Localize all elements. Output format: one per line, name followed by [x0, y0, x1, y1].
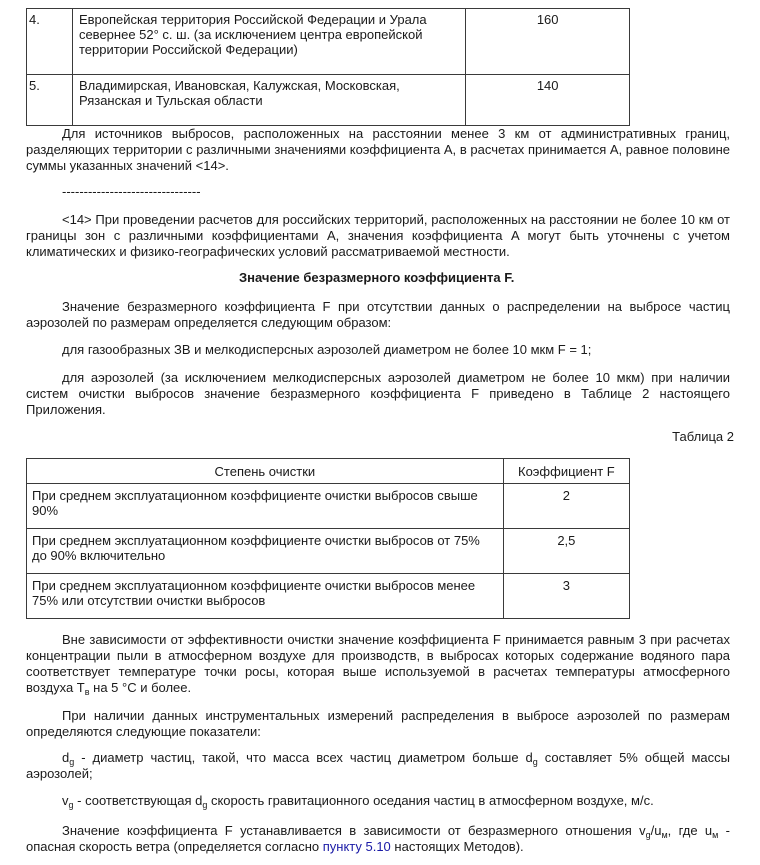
paragraph-text: - опасная скорость ветра (определяется согласно — [26, 823, 730, 854]
paragraph-dust — [26, 632, 730, 696]
paragraph-text: /u — [650, 823, 662, 838]
paragraph-text: Значение коэффициента F устанавливается в зависимости от безразмерного отношения v — [62, 823, 646, 838]
definition-text: составляет 5% общей массы аэрозолей; — [26, 750, 730, 781]
row-number: 4. — [27, 9, 73, 75]
paragraph-text: При наличии данных инструментальных измерений распределения в выбросе аэрозолей по размерам определяются следующие показатели: — [26, 708, 730, 739]
definition-text: - диаметр частиц, такой, что масса всех частиц диаметром больше d — [74, 750, 533, 765]
coefficient-f: 2 — [503, 484, 629, 529]
table2-caption: Таблица 2 — [672, 429, 734, 444]
symbol: v — [62, 793, 69, 808]
subscript: в — [84, 687, 90, 697]
region-text: Владимирская, Ивановская, Калужская, Московская, Рязанская и Тульская области — [72, 75, 465, 126]
paragraph-text: Вне зависимости от эффективности очистки значение коэффициента F принимается равным 3 при расчетах концентрации пыли в атмосферном воздухе для производств, в выбросах которых содержание водяного пара соответствует температуре точки росы, которая выше используемой в расчетах температуры атмосферного воздуха T — [26, 632, 730, 695]
header-cleaning-degree: Степень очистки — [27, 459, 504, 484]
regions-table — [26, 8, 630, 126]
paragraph-gas: для газообразных ЗВ и мелкодисперсных аэрозолей диаметром не более 10 мкм F = 1; — [62, 342, 592, 357]
subscript: g — [69, 757, 75, 767]
table-header-row — [27, 459, 630, 484]
definition-text: - соответствующая d — [73, 793, 203, 808]
definition-dg — [26, 750, 730, 782]
subscript: g — [532, 757, 538, 767]
paragraph-text: для аэрозолей (за исключением мелкодисперсных аэрозолей диаметром не более 10 мкм) при наличии систем очистки выбросов значение безразмерного коэффициента F приведено в Таблице 2 настоящего Приложения. — [26, 370, 730, 417]
paragraph-text: настоящих Методов). — [390, 839, 524, 854]
paragraph-text: Значение безразмерного коэффициента F при отсутствии данных о распределении на выбросе частиц аэрозолей по размерам определяется следующим образом: — [26, 299, 730, 330]
table-row — [27, 529, 630, 574]
region-text: Европейская территория Российской Федерации и Урала севернее 52° с. ш. (за исключением центра европейской территории Российской Федерации) — [72, 9, 465, 75]
f-coefficient-table — [26, 458, 630, 619]
coefficient-value: 140 — [466, 75, 630, 126]
subscript: м — [661, 830, 668, 840]
coefficient-f: 3 — [503, 574, 629, 619]
subscript: g — [202, 800, 208, 810]
section-heading: Значение безразмерного коэффициента F. — [239, 270, 515, 285]
paragraph-sources — [26, 126, 730, 174]
header-coefficient-f: Коэффициент F — [503, 459, 629, 484]
clause-5-10-link[interactable]: пункту 5.10 — [322, 839, 391, 854]
footnote-text: <14> При проведении расчетов для российских территорий, расположенных на расстоянии не более 10 км от границы зон с различными коэффициентами A, значения коэффициента A могут быть уточнены с учетом климатических и физико-географических условий рассматриваемой местности. — [26, 212, 730, 259]
subscript: м — [712, 830, 719, 840]
definition-vg — [26, 793, 730, 809]
coefficient-f: 2,5 — [503, 529, 629, 574]
subscript: g — [645, 830, 651, 840]
row-number: 5. — [27, 75, 73, 126]
symbol: d — [62, 750, 70, 765]
paragraph-text: , где u — [667, 823, 713, 838]
paragraph-final — [26, 823, 730, 855]
coefficient-value: 160 — [466, 9, 630, 75]
paragraph-f-intro — [26, 299, 730, 331]
paragraph-measure — [26, 708, 730, 740]
cleaning-degree: При среднем эксплуатационном коэффициенте очистки выбросов от 75% до 90% включительно — [27, 529, 504, 574]
cleaning-degree: При среднем эксплуатационном коэффициенте очистки выбросов свыше 90% — [27, 484, 504, 529]
cleaning-degree: При среднем эксплуатационном коэффициенте очистки выбросов менее 75% или отсутствии очистки выбросов — [27, 574, 504, 619]
table-row — [27, 9, 630, 75]
table-row — [27, 574, 630, 619]
paragraph-text: на 5 °C и более. — [89, 680, 192, 695]
footnote-separator: -------------------------------- — [62, 184, 201, 199]
paragraph-aerosol — [26, 370, 730, 418]
definition-text: скорость гравитационного оседания частиц в атмосферном воздухе, м/с. — [207, 793, 654, 808]
table-row — [27, 75, 630, 126]
table-row — [27, 484, 630, 529]
paragraph-text: Для источников выбросов, расположенных на расстоянии менее 3 км от административных границ, разделяющих территории с различными значениями коэффициента A, в расчетах принимается A, равное половине суммы указанных значений <14>. — [26, 126, 730, 173]
subscript: g — [68, 800, 74, 810]
footnote-14 — [26, 212, 730, 260]
